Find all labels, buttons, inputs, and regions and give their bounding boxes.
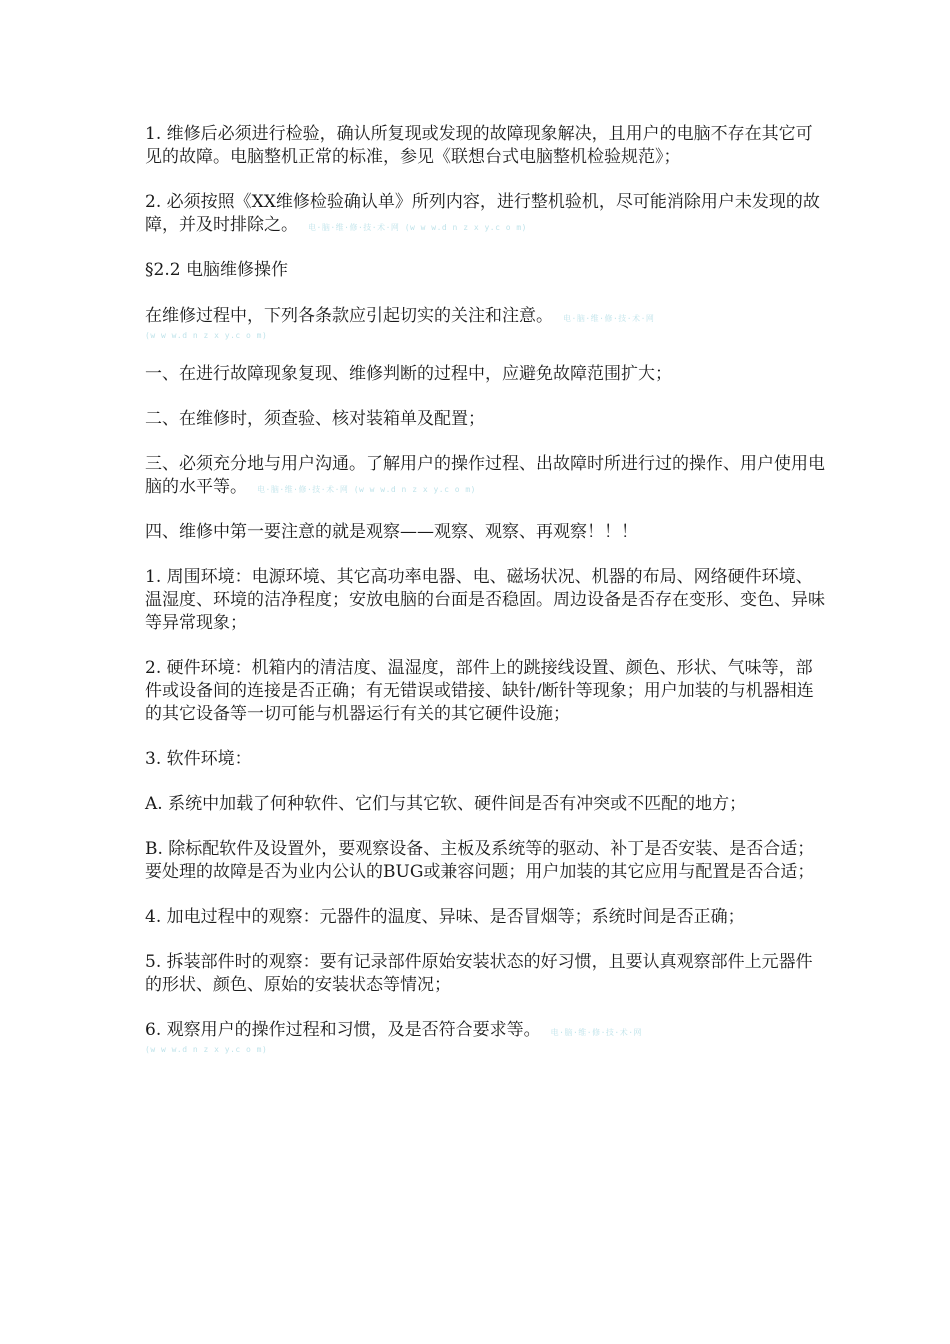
document-body [145,123,825,1077]
paragraph-intro [145,305,825,341]
paragraph-rule-1 [145,363,825,386]
paragraph-rule-4 [145,521,825,544]
paragraph-text: 四、维修中第一要注意的就是观察——观察、观察、再观察！！！ [145,522,638,542]
paragraph-text: 三、必须充分地与用户沟通。了解用户的操作过程、出故障时所进行过的操作、用户使用电脑的水平等。 [145,454,825,497]
watermark-url: (w w w.d n z x y.c o m) [145,331,268,340]
paragraph-software-b [145,838,825,884]
paragraph-observe-disassembly [145,951,825,997]
paragraph-text: 在维修过程中，下列各条款应引起切实的关注和注意。 [145,306,553,326]
paragraph-text: 1. 周围环境：电源环境、其它高功率电器、电、磁场状况、机器的布局、网络硬件环境、温湿度、环境的洁净程度；安放电脑的台面是否稳固。周边设备是否存在变形、变色、异味等异常现象； [145,567,825,633]
paragraph-observe-user [145,1019,825,1055]
paragraph-rule-3 [145,453,825,499]
paragraph-text: 2. 硬件环境：机箱内的清洁度、温湿度，部件上的跳接线设置、颜色、形状、气味等，部件或设备间的连接是否正确；有无错误或错接、缺针/断针等现象；用户加装的与机器相连的其它设备等一切可能与机器运行有关的其它硬件设施； [145,658,814,724]
paragraph-text: 5. 拆装部件时的观察：要有记录部件原始安装状态的好习惯，且要认真观察部件上元器件的形状、颜色、原始的安装状态等情况； [145,952,813,995]
paragraph-observe-environment [145,566,825,635]
paragraph-observe-hardware [145,657,825,726]
watermark-text: 电·脑·维·修·技·术·网 (w w w.d n z x y.c o m) [257,485,476,494]
paragraph-text: 一、在进行故障现象复现、维修判断的过程中，应避免故障范围扩大； [145,364,672,384]
paragraph-inspection-1 [145,123,825,169]
paragraph-software-a [145,793,825,816]
paragraph-text: 2. 必须按照《XX维修检验确认单》所列内容，进行整机验机，尽可能消除用户未发现的故障，并及时排除之。 [145,192,820,235]
paragraph-text: 1. 维修后必须进行检验，确认所复现或发现的故障现象解决，且用户的电脑不存在其它可见的故障。电脑整机正常的标准，参见《联想台式电脑整机检验规范》； [145,124,813,167]
paragraph-text: 4. 加电过程中的观察：元器件的温度、异味、是否冒烟等；系统时间是否正确； [145,907,745,927]
paragraph-text: 6. 观察用户的操作过程和习惯，及是否符合要求等。 [145,1020,541,1040]
paragraph-text: B. 除标配软件及设置外，要观察设备、主板及系统等的驱动、补丁是否安装、是否合适；要处理的故障是否为业内公认的BUG或兼容问题；用户加装的其它应用与配置是否合适； [145,839,815,882]
paragraph-text: A. 系统中加载了何种软件、它们与其它软、硬件间是否有冲突或不匹配的地方； [145,794,747,814]
watermark-url: (w w w.d n z x y.c o m) [145,1045,268,1054]
section-heading [145,259,825,282]
paragraph-inspection-2 [145,191,825,237]
watermark-text: 电·脑·维·修·技·术·网 [563,314,655,323]
paragraph-observe-software [145,748,825,771]
paragraph-observe-power-on [145,906,825,929]
paragraph-text: 3. 软件环境： [145,749,252,769]
watermark-text: 电·脑·维·修·技·术·网 [550,1028,643,1037]
section-heading-text: §2.2 电脑维修操作 [145,260,288,280]
paragraph-text: 二、在维修时，须查验、核对装箱单及配置； [145,409,485,429]
watermark-text: 电·脑·维·修·技·术·网 (w w w.d n z x y.c o m) [308,223,527,232]
paragraph-rule-2 [145,408,825,431]
